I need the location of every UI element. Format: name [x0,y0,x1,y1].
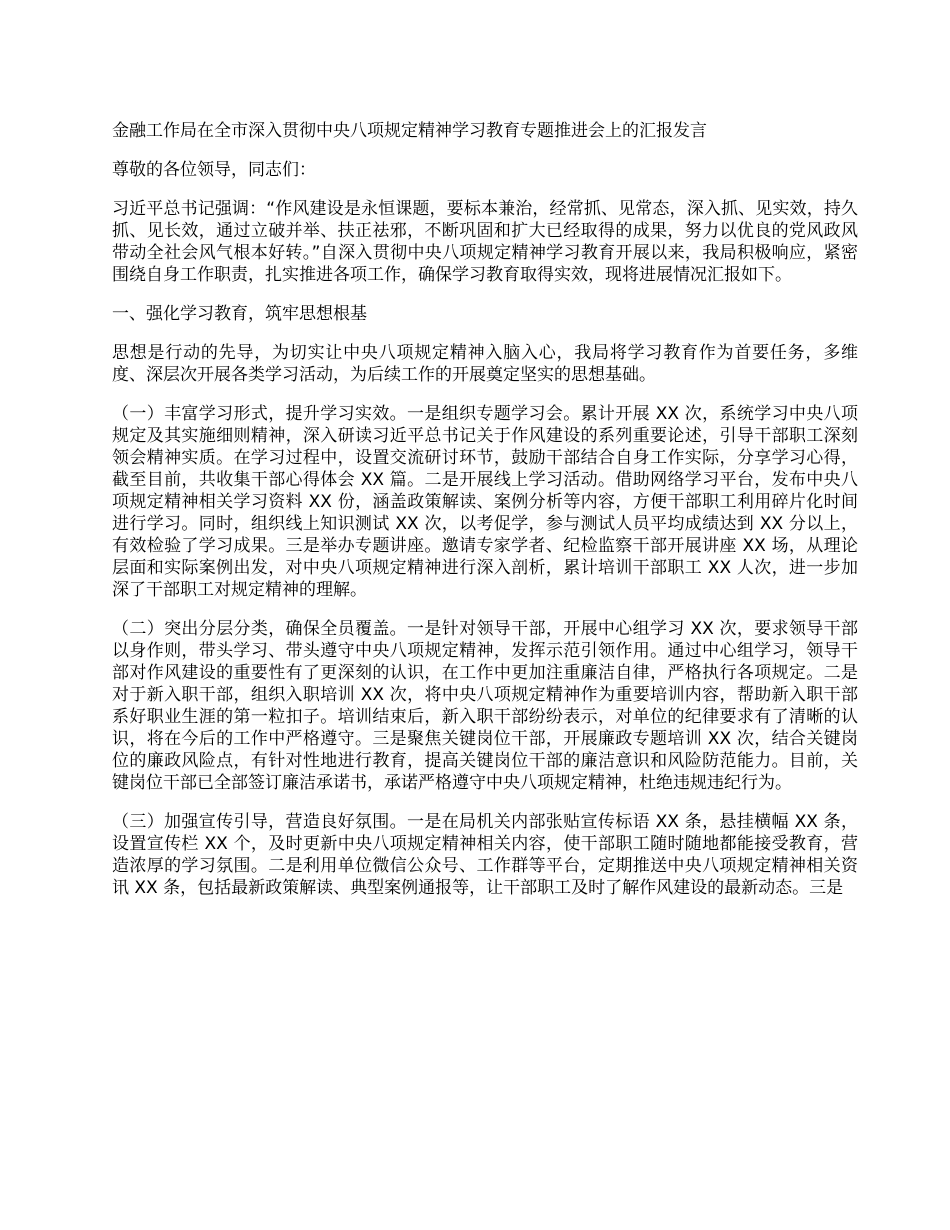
body-paragraph: （二）突出分层分类，确保全员覆盖。一是针对领导干部，开展中心组学习 XX 次，要求领导干部以身作则，带头学习、带头遵守中央八项规定精神，发挥示范引领作用。通过中心组学习，领导干部对作风建设的重要性有了更深刻的认识，在工作中更加注重廉洁自律，严格执行各项规定。二是对于新入职干部，组织入职培训 XX 次，将中央八项规定精神作为重要培训内容，帮助新入职干部系好职业生涯的第一粒扣子。培训结束后，新入职干部纷纷表示，对单位的纪律要求有了清晰的认识，将在今后的工作中严格遵守。三是聚焦关键岗位干部，开展廉政专题培训 XX 次，结合关键岗位的廉政风险点，有针对性地进行教育，提高关键岗位干部的廉洁意识和风险防范能力。目前，关键岗位干部已全部签订廉洁承诺书，承诺严格遵守中央八项规定精神，杜绝违规违纪行为。 [112,619,858,793]
intro-paragraph: 习近平总书记强调：“作风建设是永恒课题，要标本兼治，经常抓、见常态，深入抓、见实效，持久抓、见长效，通过立破并举、扶正祛邪，不断巩固和扩大已经取得的成果，努力以优良的党风政风带动全社会风气根本好转。”自深入贯彻中央八项规定精神学习教育开展以来，我局积极响应，紧密围绕自身工作职责，扎实推进各项工作，确保学习教育取得实效，现将进展情况汇报如下。 [112,199,858,285]
section-intro-paragraph: 思想是行动的先导，为切实让中央八项规定精神入脑入心，我局将学习教育作为首要任务，多维度、深层次开展各类学习活动，为后续工作的开展奠定坚实的思想基础。 [112,343,858,385]
document-page [112,120,858,916]
document-title: 金融工作局在全市深入贯彻中央八项规定精神学习教育专题推进会上的汇报发言 [112,121,707,141]
salutation: 尊敬的各位领导，同志们： [112,160,316,180]
body-paragraph: （三）加强宣传引导，营造良好氛围。一是在局机关内部张贴宣传标语 XX 条，悬挂横幅 XX 条，设置宣传栏 XX 个，及时更新中央八项规定精神相关内容，使干部职工随时随地都能接受教育，营造浓厚的学习氛围。二是利用单位微信公众号、工作群等平台，定期推送中央八项规定精神相关资讯 XX 条，包括最新政策解读、典型案例通报等，让干部职工及时了解作风建设的最新动态。三是 [112,812,858,898]
section-heading: 一、强化学习教育，筑牢思想根基 [112,304,367,324]
body-paragraph: （一）丰富学习形式，提升学习实效。一是组织专题学习会。累计开展 XX 次，系统学习中央八项规定及其实施细则精神，深入研读习近平总书记关于作风建设的系列重要论述，引导干部职工深刻领会精神实质。在学习过程中，设置交流研讨环节，鼓励干部结合自身工作实际，分享学习心得，截至目前，共收集干部心得体会 XX 篇。二是开展线上学习活动。借助网络学习平台，发布中央八项规定精神相关学习资料 XX 份，涵盖政策解读、案例分析等内容，方便干部职工利用碎片化时间进行学习。同时，组织线上知识测试 XX 次，以考促学，参与测试人员平均成绩达到 XX 分以上，有效检验了学习成果。三是举办专题讲座。邀请专家学者、纪检监察干部开展讲座 XX 场，从理论层面和实际案例出发，对中央八项规定精神进行深入剖析，累计培训干部职工 XX 人次，进一步加深了干部职工对规定精神的理解。 [112,404,858,600]
